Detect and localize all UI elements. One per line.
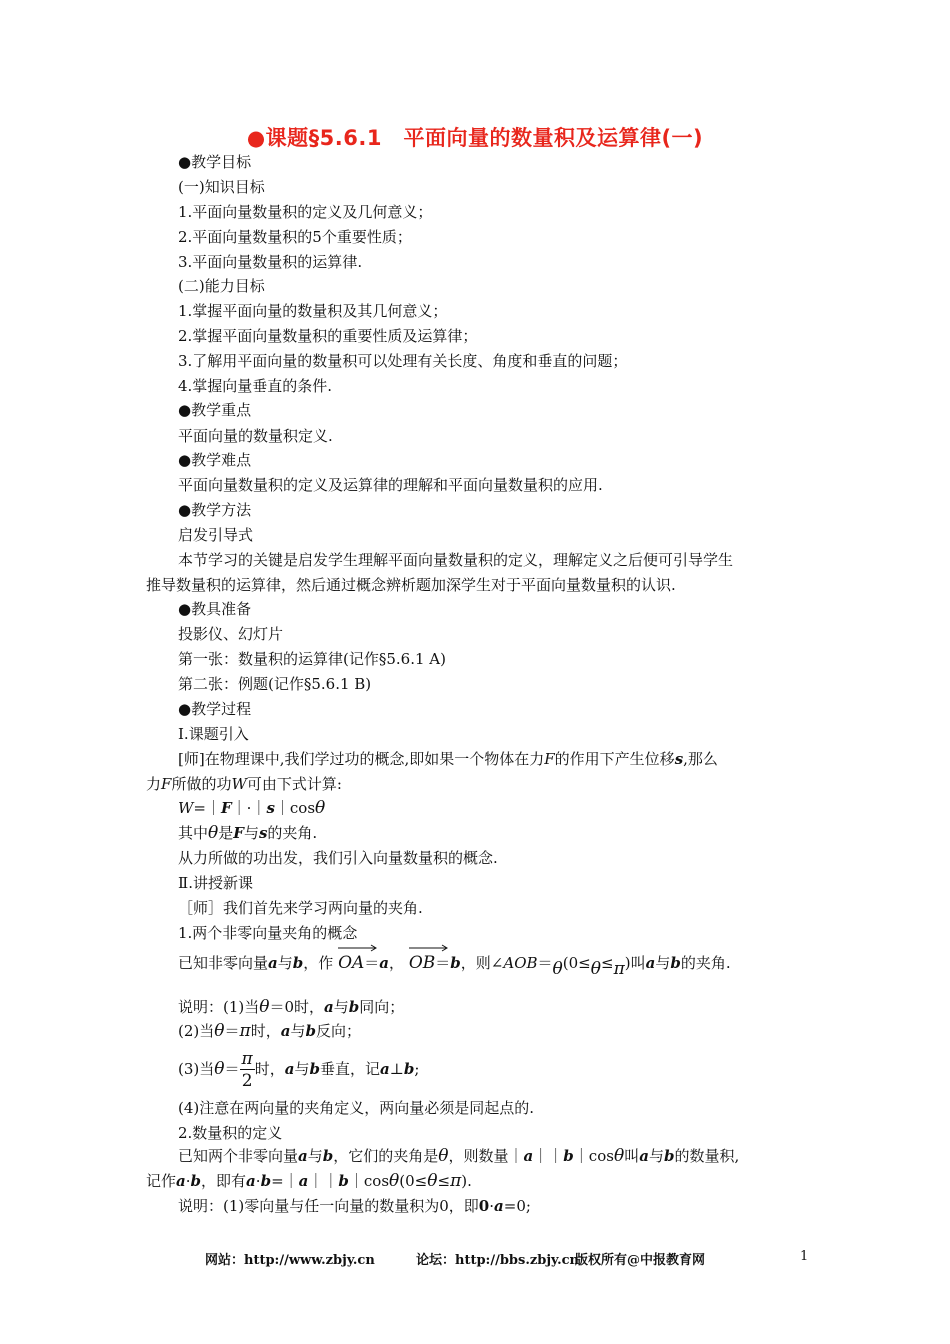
dot-product-definition-line-2: 记作a·b，即有a·b=｜a｜｜b｜cosθ(0≤θ≤π). xyxy=(146,1171,472,1191)
from-work-text: 从力所做的功出发，我们引入向量数量积的概念. xyxy=(178,849,498,867)
definition-1-heading: 1.两个非零向量夹角的概念 xyxy=(178,924,358,942)
note-2: (2)当θ＝π时，a与b反向； xyxy=(178,1021,361,1041)
tools-text: 投影仪、幻灯片 xyxy=(178,625,284,643)
ability-item-4: 4.掌握向量垂直的条件. xyxy=(178,377,333,395)
part-2-heading: Ⅱ.讲授新课 xyxy=(178,874,253,892)
work-formula: W=｜F｜·｜s｜cosθ xyxy=(178,798,326,818)
slide-2-text: 第二张：例题(记作§5.6.1 B) xyxy=(178,675,372,693)
physics-intro-line-2: 力F所做的功W可由下式计算: xyxy=(146,775,342,793)
footer-copyright: 版权所有@中报教育网 xyxy=(575,1253,706,1268)
vector-oa: OA xyxy=(338,950,364,976)
pi-over-2-fraction: $\frac{\pi}{2}$ xyxy=(241,1048,253,1091)
ability-item-2: 2.掌握平面向量数量积的重要性质及运算律； xyxy=(178,327,478,345)
section-heading-tools: ●教具准备 xyxy=(178,600,252,618)
zero-vector-note: 说明：(1)零向量与任一向量的数量积为0，即0·a=0; xyxy=(178,1197,531,1215)
theta-explanation: 其中θ是F与s的夹角. xyxy=(178,823,318,843)
definition-2-heading: 2.数量积的定义 xyxy=(178,1124,283,1142)
slide-1-text: 第一张：数量积的运算律(记作§5.6.1 A) xyxy=(178,650,446,668)
note-3: (3)当θ＝ $\frac{\pi}{2}$ 时，a与b垂直，记a⊥b; xyxy=(178,1048,420,1091)
footer-forum: 论坛：http://bbs.zbjy.cn xyxy=(416,1253,580,1268)
angle-definition: 已知非零向量a与b，作 OA＝a， OB＝b，则∠AOB＝θ(0≤θ≤π)叫a与b的夹角. xyxy=(178,950,731,976)
section-heading-key-point: ●教学重点 xyxy=(178,401,252,419)
page-number: 1 xyxy=(800,1249,809,1264)
teacher-intro-angle: ［师］我们首先来学习两向量的夹角. xyxy=(178,899,423,917)
key-point-text: 平面向量的数量积定义. xyxy=(178,427,333,445)
subheading-knowledge: (一)知识目标 xyxy=(178,178,265,196)
vector-ob: OB xyxy=(409,950,435,976)
method-paragraph-line-2: 推导数量积的运算律，然后通过概念辨析题加深学生对于平面向量数量积的认识. xyxy=(146,576,676,594)
physics-intro-line-1: [师]在物理课中,我们学过功的概念,即如果一个物体在力F的作用下产生位移s,那么 xyxy=(178,750,718,768)
difficulty-text: 平面向量数量积的定义及运算律的理解和平面向量数量积的应用. xyxy=(178,476,603,494)
knowledge-item-3: 3.平面向量数量积的运算律. xyxy=(178,253,363,271)
knowledge-item-2: 2.平面向量数量积的5个重要性质； xyxy=(178,228,412,246)
vector-arrow-icon xyxy=(409,944,449,952)
section-heading-goals: ●教学目标 xyxy=(178,153,252,171)
method-text: 启发引导式 xyxy=(178,526,254,544)
footer-website: 网站：http://www.zbjy.cn xyxy=(205,1253,375,1268)
ability-item-1: 1.掌握平面向量的数量积及其几何意义； xyxy=(178,302,448,320)
section-heading-process: ●教学过程 xyxy=(178,700,252,718)
knowledge-item-1: 1.平面向量数量积的定义及几何意义； xyxy=(178,203,433,221)
section-heading-method: ●教学方法 xyxy=(178,501,252,519)
note-1: 说明：(1)当θ＝0时，a与b同向； xyxy=(178,997,405,1017)
method-paragraph-line-1: 本节学习的关键是启发学生理解平面向量数量积的定义，理解定义之后便可引导学生 xyxy=(178,551,734,569)
section-heading-difficulty: ●教学难点 xyxy=(178,451,252,469)
page-title: ●课题§5.6.1 平面向量的数量积及运算律(一) xyxy=(246,126,704,150)
ability-item-3: 3.了解用平面向量的数量积可以处理有关长度、角度和垂直的问题； xyxy=(178,352,628,370)
vector-arrow-icon xyxy=(338,944,378,952)
dot-product-definition-line-1: 已知两个非零向量a与b，它们的夹角是θ，则数量｜a｜｜b｜cosθ叫a与b的数量积, xyxy=(178,1146,740,1166)
subheading-ability: (二)能力目标 xyxy=(178,277,265,295)
note-4: (4)注意在两向量的夹角定义，两向量必须是同起点的. xyxy=(178,1099,535,1117)
part-1-heading: Ⅰ.课题引入 xyxy=(178,725,249,743)
